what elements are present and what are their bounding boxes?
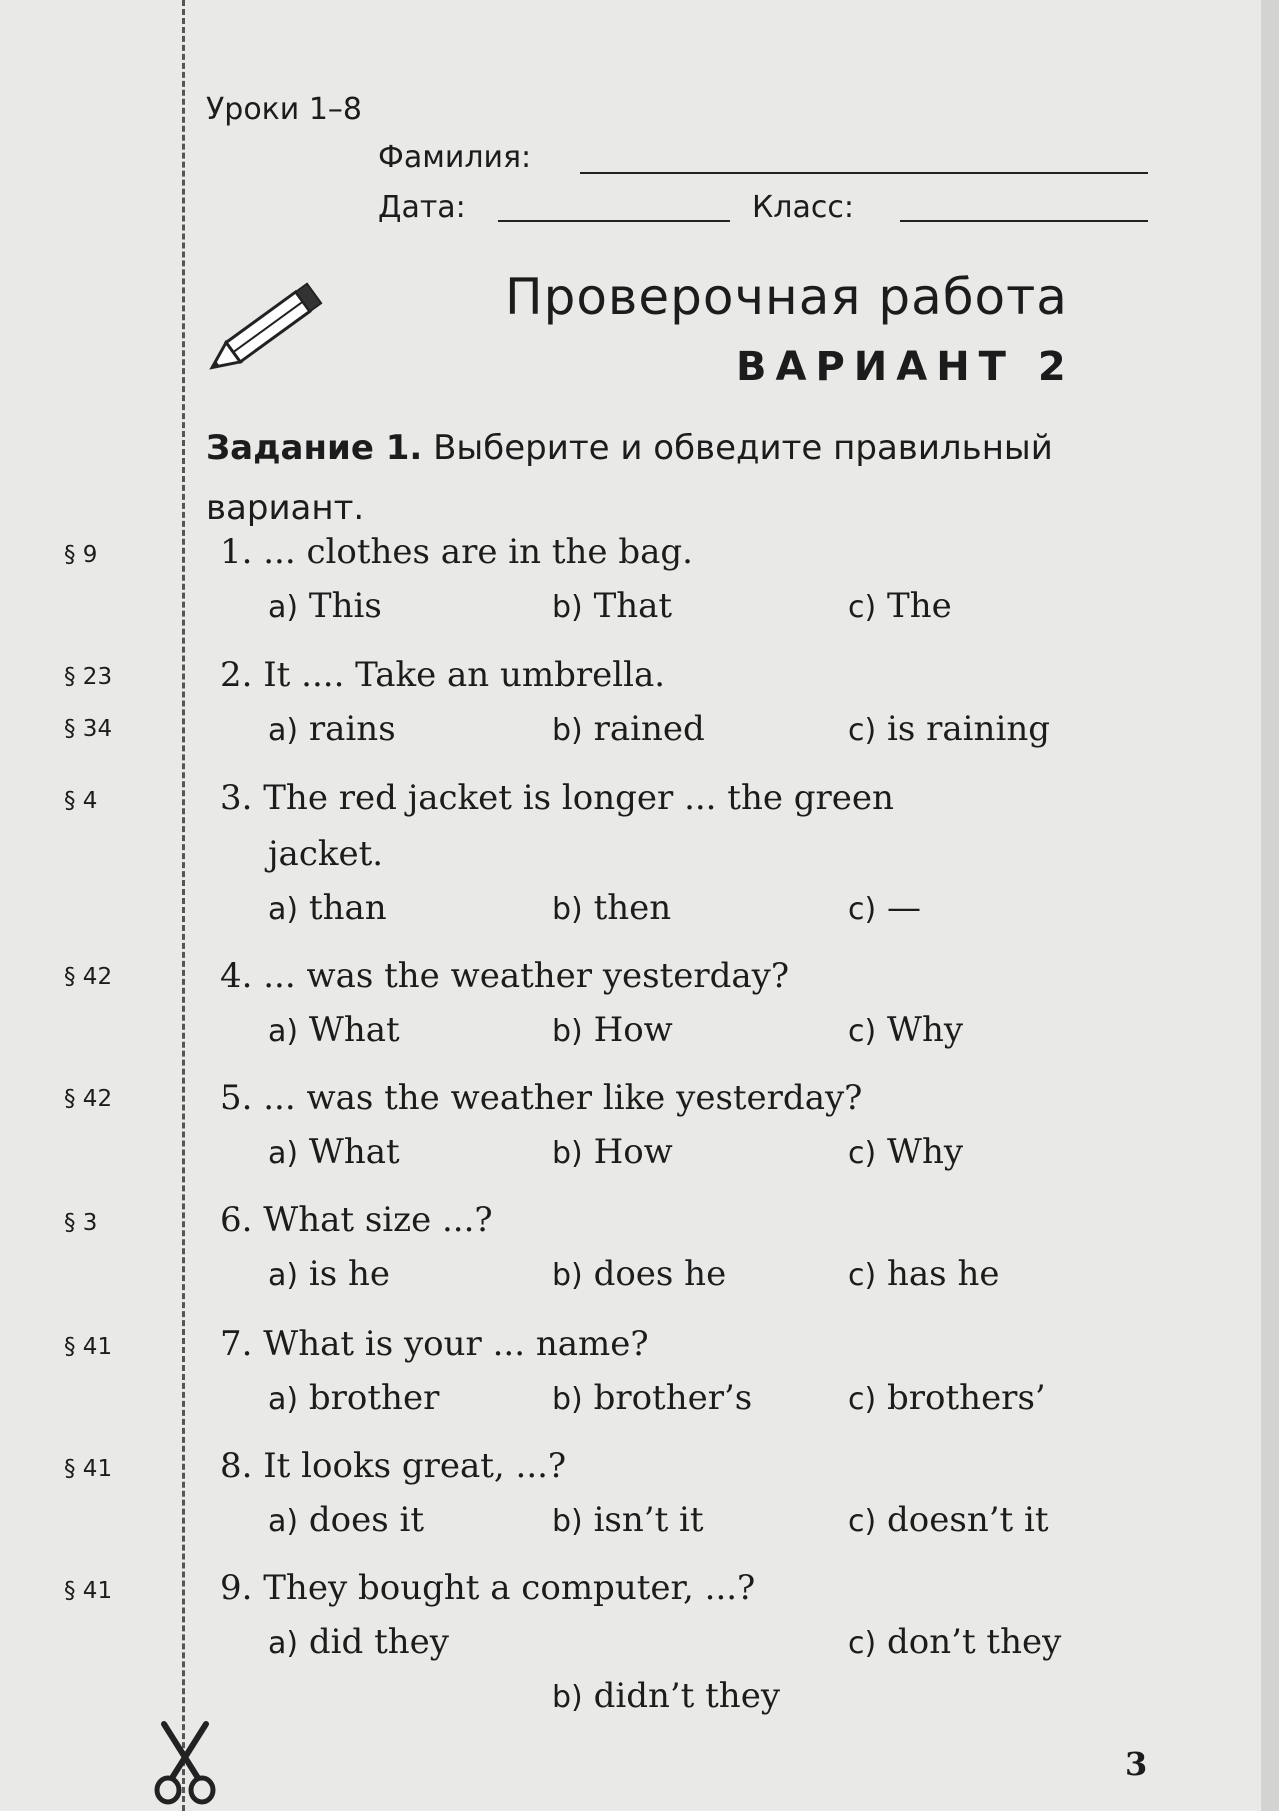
paragraph-ref: § 9 [64,542,98,568]
option-a[interactable] [268,709,396,749]
option-c[interactable] [848,1010,963,1050]
page-edge [1261,0,1279,1811]
option-text: did they [308,1622,450,1662]
paragraph-ref: § 42 [64,1086,113,1112]
paragraph-ref: § 34 [64,716,113,742]
option-key: a) [268,1626,299,1661]
class-line[interactable] [900,220,1148,222]
option-text: brothers’ [887,1378,1046,1418]
question-text: 7. What is your ... name? [220,1324,649,1364]
option-key: c) [848,1136,877,1171]
option-key: b) [552,892,583,927]
option-a[interactable] [268,1010,400,1050]
option-a[interactable] [268,1132,400,1172]
option-c[interactable] [848,1500,1049,1540]
task-text: Выберите и обведите правильный вариант. [206,428,1053,528]
option-key: a) [268,1504,299,1539]
option-a[interactable] [268,888,387,928]
option-key: a) [268,1382,299,1417]
paragraph-ref: § 41 [64,1578,113,1604]
option-text: then [593,888,672,928]
page-title: Проверочная работа [505,268,1068,326]
option-key: c) [848,713,877,748]
option-key: b) [552,1136,583,1171]
option-b[interactable] [552,1010,673,1050]
page-number: 3 [1125,1745,1148,1783]
option-key: c) [848,1014,877,1049]
option-text: — [887,888,922,928]
option-text: is raining [887,709,1050,749]
option-key: c) [848,1258,877,1293]
option-a[interactable] [268,586,382,626]
option-c[interactable] [848,1622,1061,1662]
option-b[interactable] [552,888,671,928]
option-key: b) [552,1504,583,1539]
option-key: c) [848,1626,877,1661]
option-key: c) [848,590,877,625]
question-text: 6. What size ...? [220,1200,493,1240]
option-text: This [308,586,382,626]
option-text: than [308,888,387,928]
scissors-icon [150,1720,220,1806]
option-key: b) [552,1014,583,1049]
lesson-range: Уроки 1–8 [206,92,363,127]
option-c[interactable] [848,1378,1046,1418]
option-key: a) [268,1014,299,1049]
date-line[interactable] [498,220,730,222]
option-text: is he [308,1254,391,1294]
paragraph-ref: § 4 [64,788,98,814]
option-a[interactable] [268,1254,390,1294]
paragraph-ref: § 42 [64,964,113,990]
option-b[interactable] [552,1676,780,1716]
option-a[interactable] [268,1622,449,1662]
task-instruction [206,418,1146,538]
option-key: c) [848,1382,877,1417]
option-text: brother [308,1378,440,1418]
option-key: a) [268,590,299,625]
option-key: b) [552,590,583,625]
option-key: b) [552,713,583,748]
option-text: Why [887,1132,964,1172]
option-text: does he [593,1254,727,1294]
option-text: What [308,1010,400,1050]
option-text: don’t they [887,1622,1062,1662]
paragraph-ref: § 41 [64,1456,113,1482]
variant-heading: ВАРИАНТ 2 [736,344,1075,390]
option-text: doesn’t it [887,1500,1049,1540]
question-text: 2. It .... Take an umbrella. [220,655,666,695]
question-text: 3. The red jacket is longer ... the green [220,778,894,818]
option-text: Why [887,1010,964,1050]
class-label: Класс: [752,190,854,225]
option-c[interactable] [848,709,1050,749]
option-key: a) [268,1136,299,1171]
question-text-continued: jacket. [268,834,384,874]
option-text: How [593,1132,673,1172]
option-b[interactable] [552,709,705,749]
option-b[interactable] [552,586,672,626]
option-text: That [593,586,673,626]
cut-line [182,0,185,1811]
pencil-icon [206,268,338,380]
option-key: b) [552,1382,583,1417]
option-text: The [887,586,952,626]
question-text: 8. It looks great, ...? [220,1446,567,1486]
option-c[interactable] [848,586,952,626]
option-text: isn’t it [593,1500,704,1540]
option-key: a) [268,892,299,927]
option-text: didn’t they [593,1676,781,1716]
option-c[interactable] [848,1254,999,1294]
option-a[interactable] [268,1378,439,1418]
option-b[interactable] [552,1500,704,1540]
option-key: a) [268,713,299,748]
option-key: b) [552,1680,583,1715]
question-text: 4. ... was the weather yesterday? [220,956,790,996]
date-label: Дата: [378,190,466,225]
option-key: c) [848,1504,877,1539]
option-text: does it [308,1500,425,1540]
option-a[interactable] [268,1500,424,1540]
option-text: brother’s [593,1378,753,1418]
surname-label: Фамилия: [378,140,532,175]
question-text: 5. ... was the weather like yesterday? [220,1078,863,1118]
option-text: What [308,1132,400,1172]
surname-line[interactable] [580,172,1148,174]
option-b[interactable] [552,1132,673,1172]
option-text: rained [593,709,705,749]
paragraph-ref: § 3 [64,1210,98,1236]
option-c[interactable] [848,888,921,928]
option-key: c) [848,892,877,927]
paragraph-ref: § 23 [64,664,113,690]
question-text: 1. ... clothes are in the bag. [220,532,693,572]
option-text: How [593,1010,673,1050]
option-b[interactable] [552,1378,752,1418]
option-b[interactable] [552,1254,726,1294]
option-text: has he [887,1254,1000,1294]
question-text: 9. They bought a computer, ...? [220,1568,756,1608]
option-key: b) [552,1258,583,1293]
option-text: rains [308,709,396,749]
paragraph-ref: § 41 [64,1334,113,1360]
option-c[interactable] [848,1132,963,1172]
option-key: a) [268,1258,299,1293]
task-label: Задание 1. [206,428,423,468]
